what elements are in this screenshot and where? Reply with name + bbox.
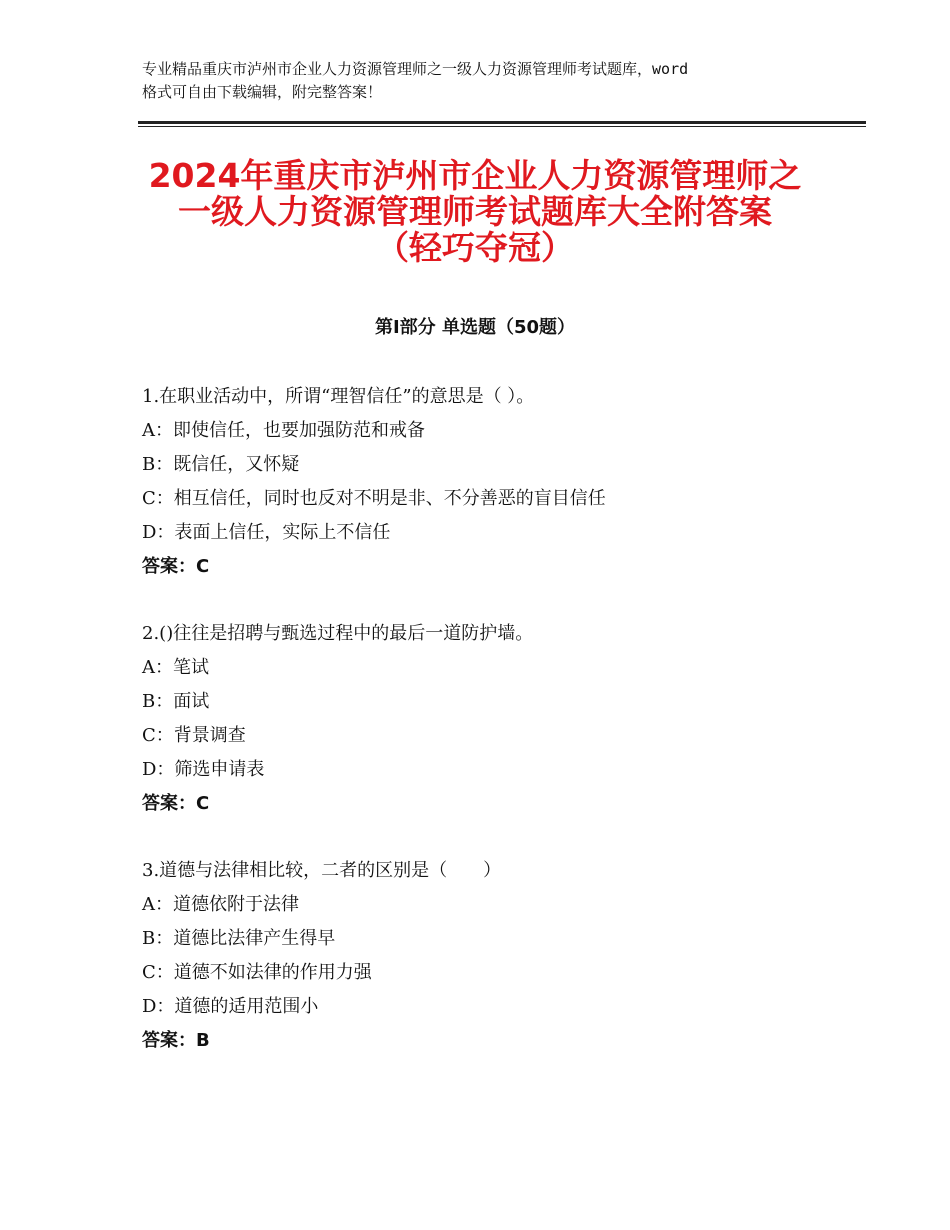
- option-c: C：背景调查: [142, 725, 246, 746]
- option-a: A：道德依附于法律: [142, 894, 299, 915]
- question-stem: 2.()往往是招聘与甄选过程中的最后一道防护墙。: [142, 623, 534, 644]
- question-stem: 1.在职业活动中，所谓“理智信任”的意思是（ ）。: [142, 386, 535, 407]
- header-note: [142, 58, 832, 104]
- option-a: A：笔试: [142, 657, 209, 678]
- answer: 答案：C: [142, 793, 210, 814]
- option-c: C：道德不如法律的作用力强: [142, 962, 372, 983]
- document-title: [110, 158, 840, 266]
- section-title: 第Ⅰ部分 单选题（50题）: [374, 317, 575, 338]
- question-stem: 3.道德与法律相比较，二者的区别是（ ）: [142, 860, 502, 881]
- document-title-line-2: 一级人力资源管理师考试题库大全附答案: [178, 192, 772, 231]
- option-d: D：道德的适用范围小: [142, 996, 319, 1017]
- option-c: C：相互信任，同时也反对不明是非、不分善恶的盲目信任: [142, 488, 606, 509]
- header-note-line-1: 专业精品重庆市泸州市企业人力资源管理师之一级人力资源管理师考试题库，word: [142, 60, 689, 78]
- answer: 答案：B: [142, 1030, 210, 1051]
- header-divider-thin: [138, 126, 866, 127]
- question-3: [142, 857, 842, 1061]
- document-title-line-3: （轻巧夺冠）: [376, 228, 574, 267]
- option-a: A：即使信任，也要加强防范和戒备: [142, 420, 425, 441]
- option-b: B：面试: [142, 691, 210, 712]
- question-list: [142, 383, 842, 1094]
- question-2: [142, 620, 842, 824]
- option-d: D：表面上信任，实际上不信任: [142, 522, 391, 543]
- option-b: B：既信任，又怀疑: [142, 454, 300, 475]
- option-d: D：筛选申请表: [142, 759, 265, 780]
- document-title-line-1: 2024年重庆市泸州市企业人力资源管理师之: [148, 156, 802, 195]
- option-b: B：道德比法律产生得早: [142, 928, 336, 949]
- header-divider-thick: [138, 121, 866, 124]
- answer: 答案：C: [142, 556, 210, 577]
- header-note-line-2: 格式可自由下载编辑，附完整答案！: [142, 83, 383, 101]
- question-1: [142, 383, 842, 587]
